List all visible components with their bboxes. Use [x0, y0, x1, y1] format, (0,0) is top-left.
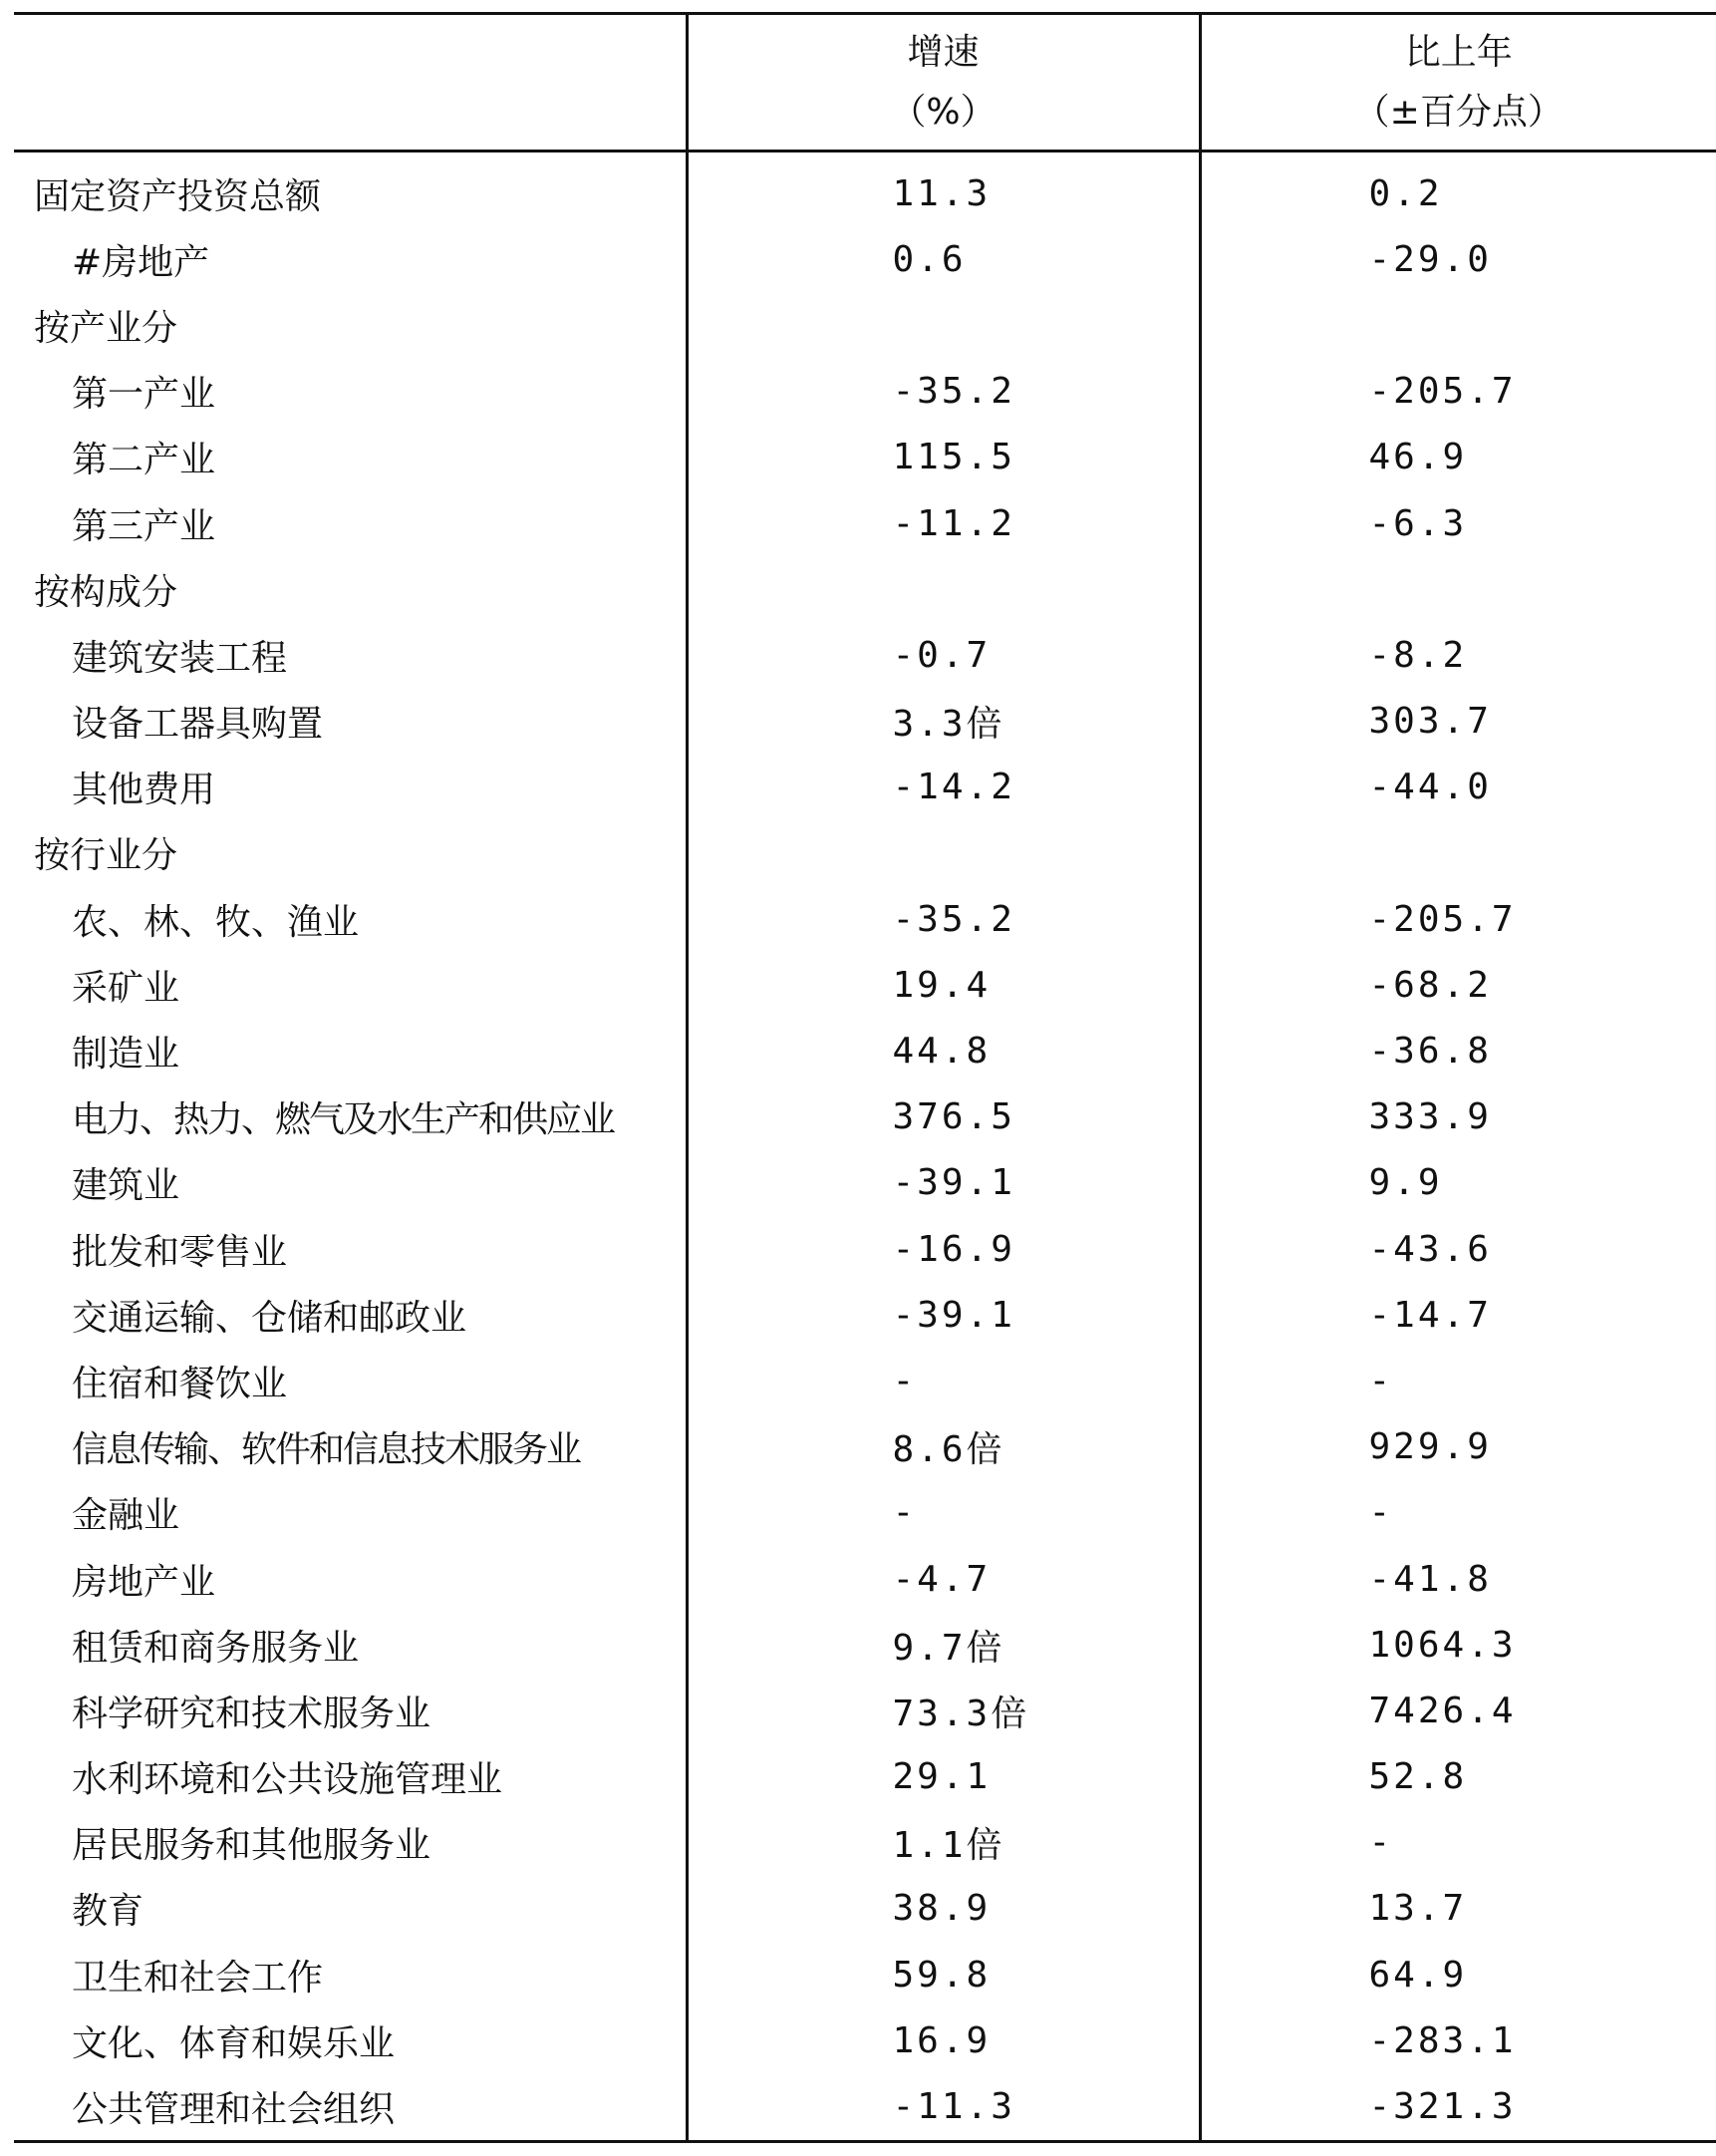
- row-change-value: -: [1368, 1822, 1394, 1864]
- table-row: [14, 2007, 1716, 2073]
- row-growth-value: 44.8: [687, 1018, 1200, 1083]
- row-change-value: 64.9: [1368, 1954, 1468, 1996]
- row-change-value: 303.7: [1368, 701, 1492, 743]
- table-body: [14, 152, 1716, 2142]
- row-change-value: 46.9: [1368, 437, 1468, 478]
- row-label: 固定资产投资总额: [14, 152, 687, 227]
- row-growth-value: [687, 820, 1200, 886]
- row-growth-value: 11.3: [687, 152, 1200, 227]
- row-label: 交通运输、仓储和邮政业: [14, 1282, 687, 1348]
- row-label: 文化、体育和娱乐业: [14, 2007, 687, 2073]
- row-growth-value: -11.3: [687, 2073, 1200, 2141]
- row-growth-value: 3.3倍: [687, 689, 1200, 755]
- row-change-value: -36.8: [1368, 1031, 1492, 1073]
- row-growth-value: -39.1: [687, 1282, 1200, 1348]
- row-change-value: -8.2: [1368, 634, 1468, 676]
- row-label: 房地产业: [14, 1546, 687, 1612]
- table-row: [14, 490, 1716, 556]
- row-growth-value: [687, 292, 1200, 358]
- row-change-value: -: [1368, 1492, 1394, 1534]
- row-change-value: -321.3: [1200, 2073, 1716, 2141]
- header-change-title: 比上年: [1404, 31, 1513, 73]
- row-growth-value: 19.4: [687, 952, 1200, 1018]
- row-change-value: -: [1368, 1360, 1394, 1401]
- row-label: 建筑安装工程: [14, 622, 687, 688]
- table-row: [14, 2073, 1716, 2141]
- row-change-value: -205.7: [1368, 898, 1517, 940]
- row-growth-value: -11.2: [687, 490, 1200, 556]
- row-label: 租赁和商务服务业: [14, 1612, 687, 1678]
- row-label: 教育: [14, 1876, 687, 1942]
- row-change-value: 52.8: [1368, 1756, 1468, 1798]
- row-change-value: 7426.4: [1368, 1690, 1517, 1731]
- table-row: [14, 1546, 1716, 1612]
- row-label: 采矿业: [14, 952, 687, 1018]
- row-change-value: -283.1: [1368, 2019, 1517, 2061]
- row-label: 按行业分: [14, 820, 687, 886]
- row-change-value: [1200, 556, 1716, 622]
- table-row: [14, 1678, 1716, 1743]
- row-growth-value: -14.2: [687, 755, 1200, 820]
- row-change-value: -44.0: [1368, 767, 1492, 808]
- row-change-value: -68.2: [1368, 964, 1492, 1006]
- table-row: [14, 425, 1716, 490]
- row-label: #房地产: [14, 226, 687, 292]
- table-row: [14, 1084, 1716, 1150]
- table-row: [14, 820, 1716, 886]
- table-row: [14, 1150, 1716, 1216]
- row-label: 信息传输、软件和信息技术服务业: [14, 1414, 687, 1480]
- header-growth-cell: [687, 14, 1200, 152]
- header-change-unit: （±百分点）: [1353, 91, 1564, 133]
- row-label: 建筑业: [14, 1150, 687, 1216]
- investment-growth-table: [14, 12, 1716, 2143]
- table-row: [14, 952, 1716, 1018]
- row-change-value: 1064.3: [1368, 1624, 1517, 1666]
- row-change-value: -41.8: [1368, 1558, 1492, 1600]
- row-growth-value: 0.6: [687, 226, 1200, 292]
- table-row: [14, 292, 1716, 358]
- row-growth-value: -: [687, 1348, 1200, 1413]
- row-growth-value: 1.1倍: [687, 1810, 1200, 1876]
- header-growth-unit: （%）: [890, 91, 997, 133]
- row-label: 住宿和餐饮业: [14, 1348, 687, 1413]
- row-change-value: [1200, 292, 1716, 358]
- table-row: [14, 1216, 1716, 1282]
- table-row: [14, 1810, 1716, 1876]
- header-change-cell: [1200, 14, 1716, 152]
- table-row: [14, 1348, 1716, 1413]
- table-header: [14, 14, 1716, 152]
- row-growth-value: 9.7倍: [687, 1612, 1200, 1678]
- row-growth-value: 376.5: [687, 1084, 1200, 1150]
- table-row: [14, 1744, 1716, 1810]
- table-row: [14, 359, 1716, 425]
- table-row: [14, 1282, 1716, 1348]
- table-row: [14, 886, 1716, 952]
- row-change-value: 0.2: [1368, 172, 1443, 214]
- row-label: 第二产业: [14, 425, 687, 490]
- header-label-cell: [14, 14, 687, 152]
- row-label: 水利环境和公共设施管理业: [14, 1744, 687, 1810]
- table-row: [14, 1612, 1716, 1678]
- table-row: [14, 622, 1716, 688]
- row-growth-value: 16.9: [687, 2007, 1200, 2073]
- table-row: [14, 689, 1716, 755]
- table-row: [14, 226, 1716, 292]
- row-label: 设备工器具购置: [14, 689, 687, 755]
- row-label: 农、林、牧、渔业: [14, 886, 687, 952]
- row-growth-value: -35.2: [687, 359, 1200, 425]
- row-growth-value: 59.8: [687, 1942, 1200, 2007]
- row-growth-value: 115.5: [687, 425, 1200, 490]
- table-row: [14, 152, 1716, 227]
- row-label: 第三产业: [14, 490, 687, 556]
- row-label: 按构成分: [14, 556, 687, 622]
- row-growth-value: -: [687, 1480, 1200, 1546]
- table-row: [14, 1480, 1716, 1546]
- row-growth-value: 73.3倍: [687, 1678, 1200, 1743]
- row-label: 金融业: [14, 1480, 687, 1546]
- table-row: [14, 755, 1716, 820]
- header-growth-title: 增速: [907, 31, 980, 73]
- row-change-value: -29.0: [1368, 238, 1492, 280]
- row-label: 公共管理和社会组织: [14, 2073, 687, 2141]
- row-label: 按产业分: [14, 292, 687, 358]
- row-label: 电力、热力、燃气及水生产和供应业: [14, 1084, 687, 1150]
- row-change-value: -43.6: [1368, 1228, 1492, 1270]
- row-growth-value: 8.6倍: [687, 1414, 1200, 1480]
- row-growth-value: 38.9: [687, 1876, 1200, 1942]
- row-growth-value: -4.7: [687, 1546, 1200, 1612]
- table-row: [14, 1942, 1716, 2007]
- row-growth-value: [687, 556, 1200, 622]
- row-change-value: 13.7: [1368, 1888, 1468, 1930]
- row-label: 批发和零售业: [14, 1216, 687, 1282]
- row-change-value: 929.9: [1368, 1426, 1492, 1468]
- table-row: [14, 556, 1716, 622]
- row-change-value: 333.9: [1368, 1096, 1492, 1138]
- row-growth-value: -0.7: [687, 622, 1200, 688]
- row-change-value: -205.7: [1368, 371, 1517, 413]
- row-change-value: [1200, 820, 1716, 886]
- row-label: 制造业: [14, 1018, 687, 1083]
- header-row: [14, 14, 1716, 152]
- row-label: 其他费用: [14, 755, 687, 820]
- row-growth-value: -39.1: [687, 1150, 1200, 1216]
- table-row: [14, 1018, 1716, 1083]
- row-label: 科学研究和技术服务业: [14, 1678, 687, 1743]
- row-change-value: -14.7: [1368, 1294, 1492, 1336]
- row-growth-value: -16.9: [687, 1216, 1200, 1282]
- row-label: 居民服务和其他服务业: [14, 1810, 687, 1876]
- row-label: 卫生和社会工作: [14, 1942, 687, 2007]
- row-change-value: -6.3: [1368, 502, 1468, 544]
- row-growth-value: 29.1: [687, 1744, 1200, 1810]
- row-label: 第一产业: [14, 359, 687, 425]
- row-growth-value: -35.2: [687, 886, 1200, 952]
- row-change-value: 9.9: [1368, 1162, 1443, 1204]
- table-row: [14, 1876, 1716, 1942]
- table-row: [14, 1414, 1716, 1480]
